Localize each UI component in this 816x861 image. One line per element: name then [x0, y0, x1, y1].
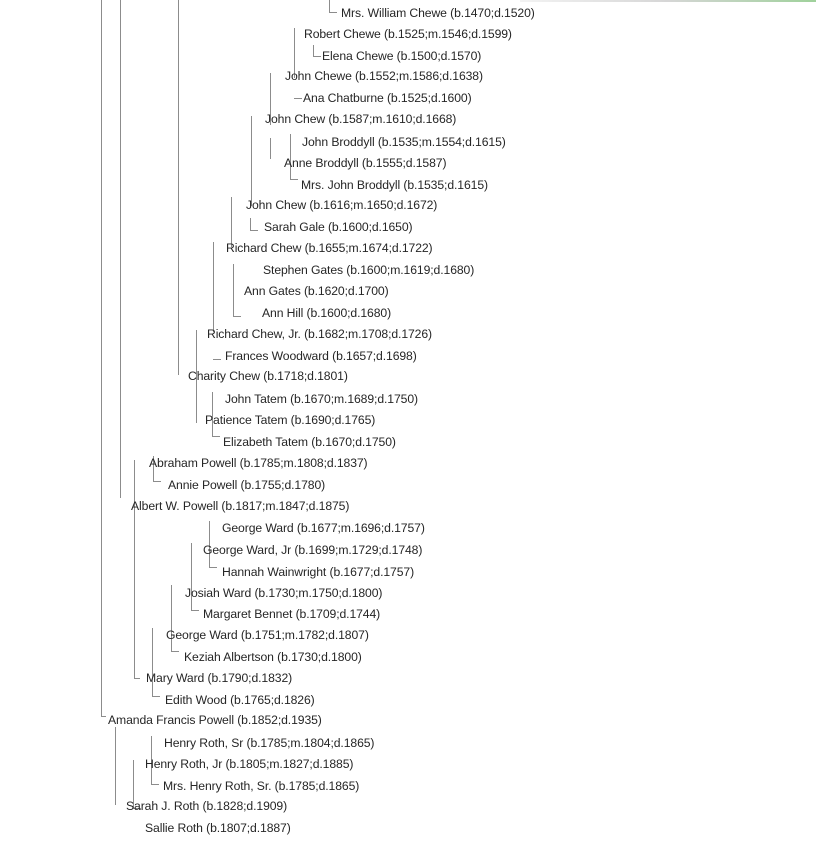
connector-line	[213, 359, 221, 360]
connector-line	[250, 230, 258, 231]
connector-line	[313, 56, 321, 57]
connector-line	[120, 0, 121, 498]
connector-line	[329, 12, 337, 13]
connector-line	[152, 696, 160, 697]
connector-line	[171, 651, 179, 652]
person-entry: Albert W. Powell (b.1817;m.1847;d.1875)	[131, 499, 350, 513]
person-entry: Mrs. Henry Roth, Sr. (b.1785;d.1865)	[163, 779, 360, 793]
person-entry: Henry Roth, Jr (b.1805;m.1827;d.1885)	[145, 757, 354, 771]
connector-line	[101, 0, 102, 716]
person-entry: Mrs. William Chewe (b.1470;d.1520)	[341, 6, 535, 20]
person-entry: Josiah Ward (b.1730;m.1750;d.1800)	[185, 586, 383, 600]
connector-line	[115, 727, 116, 805]
connector-line	[233, 264, 234, 316]
person-entry: Sarah J. Roth (b.1828;d.1909)	[126, 799, 288, 813]
person-entry: Stephen Gates (b.1600;m.1619;d.1680)	[263, 263, 475, 277]
connector-line	[212, 436, 220, 437]
person-entry: George Ward, Jr (b.1699;m.1729;d.1748)	[203, 543, 423, 557]
connector-line	[233, 316, 241, 317]
person-entry: Mrs. John Broddyll (b.1535;d.1615)	[301, 178, 488, 192]
person-entry: Charity Chew (b.1718;d.1801)	[188, 369, 348, 383]
connector-line	[213, 242, 214, 332]
person-entry: Ana Chatburne (b.1525;d.1600)	[303, 91, 472, 105]
connector-line	[151, 784, 159, 785]
person-entry: Richard Chew (b.1655;m.1674;d.1722)	[226, 241, 433, 255]
connector-line	[153, 481, 161, 482]
person-entry: Keziah Albertson (b.1730;d.1800)	[184, 650, 362, 664]
person-entry: John Tatem (b.1670;m.1689;d.1750)	[225, 392, 418, 406]
connector-line	[152, 628, 153, 696]
connector-line	[329, 0, 330, 12]
connector-line	[191, 610, 199, 611]
connector-line	[209, 567, 217, 568]
person-entry: Frances Woodward (b.1657;d.1698)	[225, 349, 417, 363]
person-entry: John Chewe (b.1552;m.1586;d.1638)	[285, 69, 483, 83]
person-entry: Robert Chewe (b.1525;m.1546;d.1599)	[304, 27, 512, 41]
person-entry: Henry Roth, Sr (b.1785;m.1804;d.1865)	[164, 736, 375, 750]
person-entry: Anne Broddyll (b.1555;d.1587)	[284, 156, 447, 170]
connector-line	[294, 98, 302, 99]
person-entry: Amanda Francis Powell (b.1852;d.1935)	[108, 713, 322, 727]
person-entry: Sallie Roth (b.1807;d.1887)	[145, 821, 291, 835]
person-entry: Patience Tatem (b.1690;d.1765)	[205, 413, 376, 427]
person-entry: George Ward (b.1751;m.1782;d.1807)	[166, 628, 369, 642]
connector-line	[270, 138, 271, 159]
person-entry: George Ward (b.1677;m.1696;d.1757)	[222, 521, 425, 535]
connector-line	[231, 197, 232, 247]
person-entry: John Chew (b.1587;m.1610;d.1668)	[265, 112, 457, 126]
person-entry: Edith Wood (b.1765;d.1826)	[165, 693, 315, 707]
connector-line	[178, 0, 179, 375]
connector-line	[251, 116, 252, 206]
connector-line	[290, 179, 298, 180]
person-entry: John Chew (b.1616;m.1650;d.1672)	[246, 198, 438, 212]
person-entry: John Broddyll (b.1535;m.1554;d.1615)	[302, 135, 506, 149]
person-entry: Ann Gates (b.1620;d.1700)	[244, 284, 389, 298]
person-entry: Annie Powell (b.1755;d.1780)	[168, 478, 326, 492]
person-entry: Margaret Bennet (b.1709;d.1744)	[203, 607, 381, 621]
person-entry: Richard Chew, Jr. (b.1682;m.1708;d.1726)	[207, 327, 432, 341]
person-entry: Sarah Gale (b.1600;d.1650)	[264, 220, 413, 234]
person-entry: Abraham Powell (b.1785;m.1808;d.1837)	[149, 456, 368, 470]
person-entry: Elizabeth Tatem (b.1670;d.1750)	[223, 435, 396, 449]
person-entry: Mary Ward (b.1790;d.1832)	[146, 671, 293, 685]
person-entry: Elena Chewe (b.1500;d.1570)	[322, 49, 482, 63]
person-entry: Ann Hill (b.1600;d.1680)	[262, 306, 392, 320]
connector-line	[134, 460, 135, 678]
connector-line	[250, 218, 251, 230]
connector-line	[134, 678, 140, 679]
person-entry: Hannah Wainwright (b.1677;d.1757)	[222, 565, 415, 579]
connector-line	[101, 716, 106, 717]
